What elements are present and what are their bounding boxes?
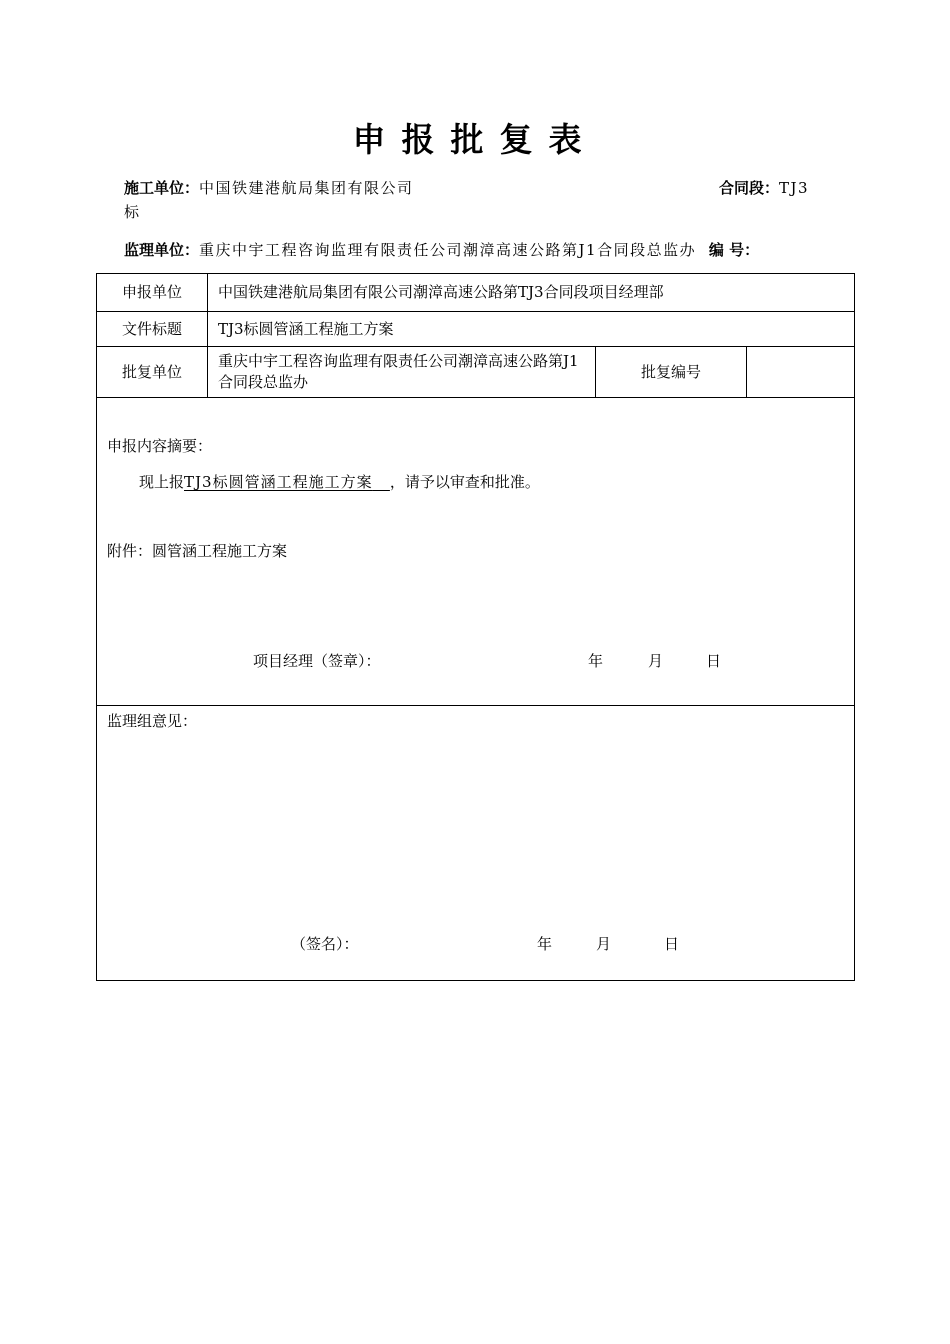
contractor-wrap-text: 标 xyxy=(124,203,141,221)
opinion-day: 日 xyxy=(664,935,680,953)
file-title-label: 文件标题 xyxy=(97,312,208,347)
report-line xyxy=(139,472,540,492)
manager-year: 年 xyxy=(588,652,604,670)
summary-label: 申报内容摘要： xyxy=(107,437,213,455)
content-cell xyxy=(97,398,855,706)
supervisor-label: 监理单位： xyxy=(124,241,200,259)
contractor-label: 施工单位： xyxy=(124,179,200,197)
manager-day: 日 xyxy=(706,652,722,670)
file-title-row xyxy=(97,312,855,347)
number-label: 编 号： xyxy=(708,241,760,259)
applicant-label: 申报单位 xyxy=(97,274,208,312)
manager-month: 月 xyxy=(648,652,664,670)
manager-signature-label: 项目经理（签章）： xyxy=(253,652,381,670)
opinion-label: 监理组意见： xyxy=(107,712,198,730)
approver-row xyxy=(97,347,855,398)
applicant-row xyxy=(97,274,855,312)
document-title: 申报批复表 xyxy=(352,120,598,159)
section-line xyxy=(719,178,809,198)
attachment-text: 附件：圆管涵工程施工方案 xyxy=(107,542,288,560)
approval-number-value[interactable] xyxy=(747,347,855,398)
opinion-row xyxy=(97,706,855,981)
opinion-month: 月 xyxy=(596,935,612,953)
contractor-wrap xyxy=(124,202,141,222)
approver-label: 批复单位 xyxy=(97,347,208,398)
supervisor-value: 重庆中宇工程咨询监理有限责任公司潮漳高速公路第J1合同段总监办 xyxy=(199,241,697,259)
opinion-year: 年 xyxy=(537,935,553,953)
section-value: TJ3 xyxy=(779,179,810,197)
report-prefix: 现上报 xyxy=(139,473,185,491)
report-suffix: ，请予以审查和批准。 xyxy=(389,473,540,491)
applicant-value: 中国铁建港航局集团有限公司潮漳高速公路第TJ3合同段项目经理部 xyxy=(208,274,855,312)
supervisor-line xyxy=(124,240,759,260)
approval-number-label: 批复编号 xyxy=(596,347,747,398)
report-subject xyxy=(184,473,390,491)
opinion-cell xyxy=(97,706,855,981)
content-row xyxy=(97,398,855,706)
section-label: 合同段： xyxy=(719,179,780,197)
report-subject-text: TJ3标圆管涵工程施工方案 xyxy=(184,473,373,491)
contractor-line xyxy=(124,178,414,198)
opinion-signature-label: （签名）： xyxy=(291,935,359,953)
file-title-value: TJ3标圆管涵工程施工方案 xyxy=(208,312,855,347)
contractor-value: 中国铁建港航局集团有限公司 xyxy=(199,179,414,197)
approver-value: 重庆中宇工程咨询监理有限责任公司潮漳高速公路第J1合同段总监办 xyxy=(208,347,596,398)
approval-form-table xyxy=(96,273,855,981)
